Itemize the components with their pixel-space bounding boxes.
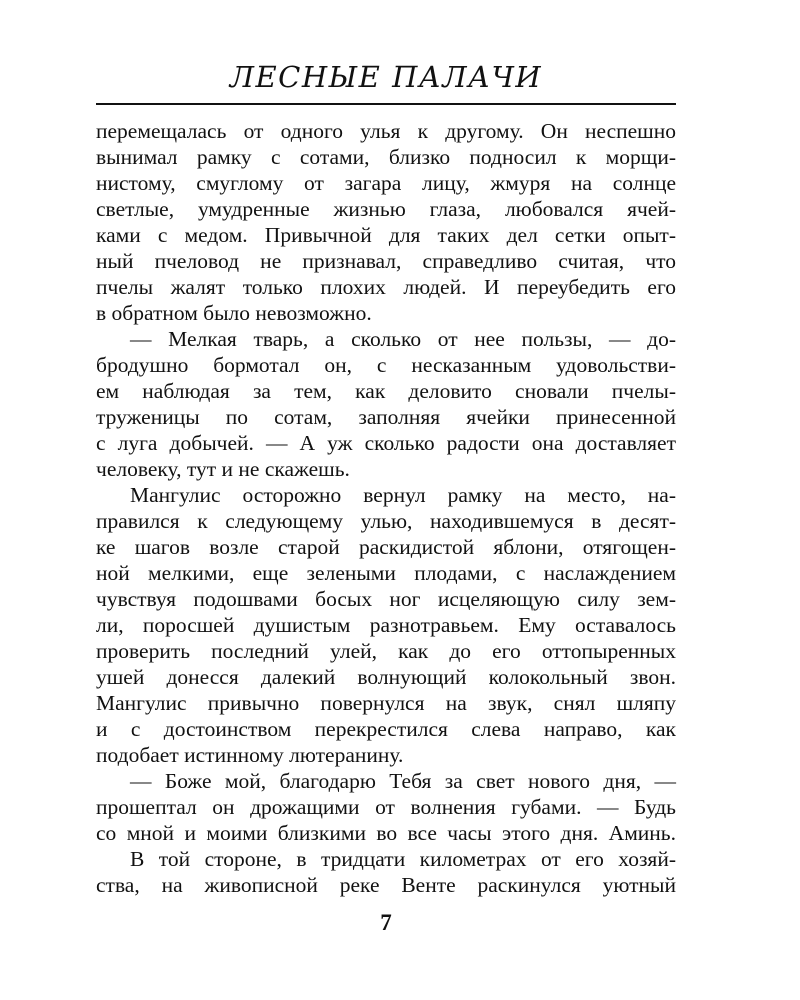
text-line: светлые, умудренные жизнью глаза, любовался ячей- [96,197,676,221]
text-line: — Боже мой, благодарю Тебя за свет нового дня, — [130,769,676,793]
text-line: подобает истинному лютеранину. [96,743,404,767]
text-line: перемещалась от одного улья к другому. Он неспешно [96,119,676,143]
text-line: пчелы жалят только плохих людей. И переубедить его [96,275,676,299]
text-line: ем наблюдая за тем, как деловито сновали пчелы- [96,379,676,403]
text-line: В той стороне, в тридцати километрах от его хозяй- [130,847,676,871]
text-line: ной мелкими, еще зелеными плодами, с наслаждением [96,561,676,585]
text-line: ли, поросшей душистым разнотравьем. Ему оставалось [96,613,676,637]
text-line: правился к следующему улью, находившемуся в десят- [96,509,676,533]
text-line: со мной и моими близкими во все часы этого дня. Аминь. [96,821,676,845]
text-line: Мангулис привычно повернулся на звук, снял шляпу [96,691,676,715]
page-number: 7 [380,910,392,935]
text-line: Мангулис осторожно вернул рамку на место, на- [130,483,676,507]
text-line: с луга добычей. — А уж сколько радости она доставляет [96,431,676,455]
text-line: вынимал рамку с сотами, близко подносил к морщи- [96,145,676,169]
text-line: человеку, тут и не скажешь. [96,457,350,481]
text-line: ками с медом. Привычной для таких дел сетки опыт- [96,223,676,247]
text-line: прошептал он дрожащими от волнения губами. — Будь [96,795,676,819]
text-line: ке шагов возле старой раскидистой яблони, отягощен- [96,535,676,559]
text-line: в обратном было невозможно. [96,301,372,325]
text-line: труженицы по сотам, заполняя ячейки принесенной [96,405,676,429]
text-line: чувствуя подошвами босых ног исцеляющую силу зем- [96,587,676,611]
text-line: ный пчеловод не признавал, справедливо считая, что [96,249,676,273]
running-head: ЛЕСНЫЕ ПАЛАЧИ [229,60,543,94]
header-rule [96,103,676,105]
text-line: проверить последний улей, как до его оттопыренных [96,639,676,663]
text-line: и с достоинством перекрестился слева направо, как [96,717,676,741]
body-text [96,118,676,898]
text-line: нистому, смуглому от загара лицу, жмуря на солнце [96,171,676,195]
text-line: ства, на живописной реке Венте раскинулся уютный [96,873,676,897]
text-line: бродушно бормотал он, с несказанным удовольстви- [96,353,676,377]
text-line: — Мелкая тварь, а сколько от нее пользы, — до- [130,327,676,351]
text-line: ушей донесся далекий волнующий колокольный звон. [96,665,676,689]
